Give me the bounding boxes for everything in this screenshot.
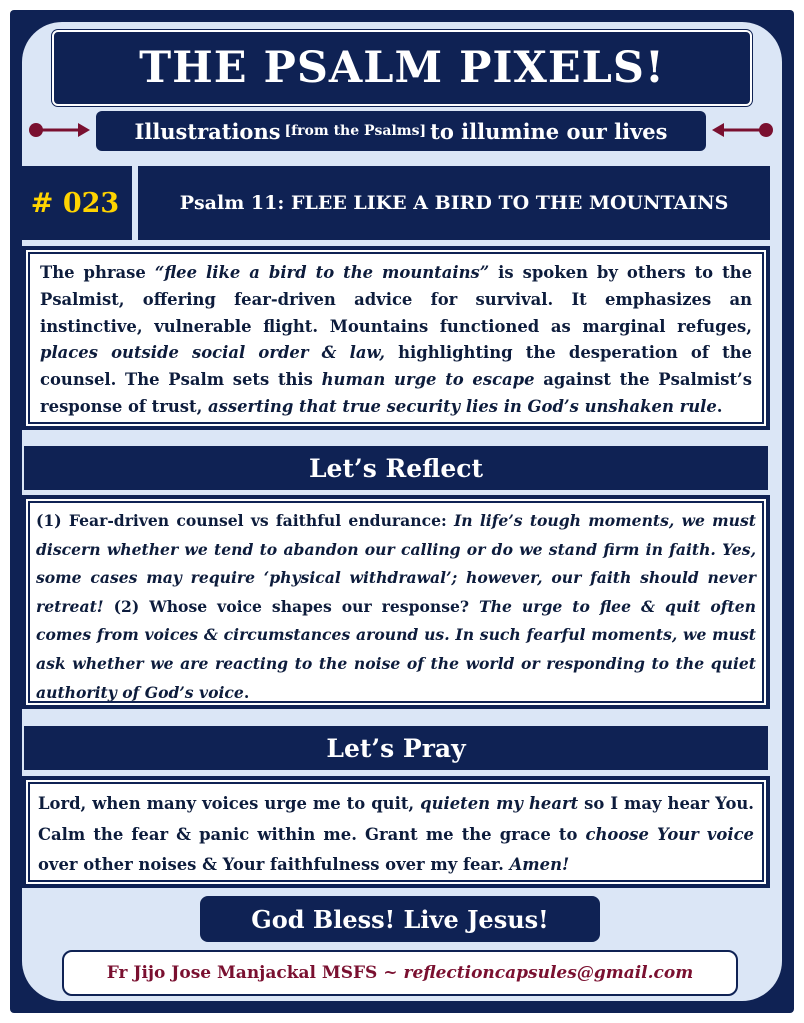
subtitle-post: to illumine our lives: [430, 118, 668, 144]
intro-text: highlighting the desperation of the counsel. The Psalm sets this: [40, 343, 752, 390]
intro-text: The phrase: [40, 263, 155, 282]
prayer-emphasis: choose Your voice: [585, 824, 754, 844]
reflect-emphasis: In life’s tough moments, we must discern whether we tend to abandon our calling or do we stand firm in faith. Yes, some cases may require ‘physical withdrawal’; however, our faith should never retreat!: [36, 511, 756, 616]
email-address[interactable]: reflectioncapsules@gmail.com: [403, 963, 694, 983]
prayer-text: over other noises & Your faithfulness over my fear.: [38, 855, 510, 874]
subtitle: [96, 111, 706, 151]
subtitle-small: [from the Psalms]: [284, 123, 427, 139]
prayer-text: so I may hear You. Calm the fear & panic within me. Grant me the grace to: [38, 794, 755, 844]
pray-heading: Let’s Pray: [24, 726, 768, 770]
reflect-paragraph: [22, 495, 770, 709]
intro-emphasis: human urge to escape: [321, 370, 535, 390]
arrow-left-icon: [712, 120, 774, 140]
subtitle-pre: Illustrations: [134, 118, 281, 144]
arrow-right-icon: [28, 120, 90, 140]
closing-blessing: God Bless! Live Jesus!: [200, 896, 600, 942]
author-name: Fr Jijo Jose Manjackal MSFS ~: [106, 963, 398, 983]
intro-text: is spoken by others to the Psalmist, offering fear-driven advice for survival. It emphasizes an instinctive, vulnerable flight. Mountains functioned as marginal refuges,: [40, 263, 753, 336]
reflect-text: (2) Whose voice shapes our response?: [103, 596, 480, 616]
prayer-paragraph: [22, 776, 770, 888]
footer-credit: [62, 950, 738, 996]
page-title: THE PSALM PIXELS!: [52, 30, 752, 106]
reflect-text: (1) Fear-driven counsel vs faithful endurance:: [36, 511, 454, 530]
reflect-emphasis: The urge to flee & quit often comes from voices & circumstances around us. In such fearful moments, we must ask whether we are reacting to the noise of the world or responding to the quiet authority of God’s voice: [36, 596, 756, 702]
intro-emphasis: asserting that true security lies in God’s unshaken rule: [208, 396, 717, 416]
reflect-text: .: [243, 682, 250, 702]
intro-quote: “flee like a bird to the mountains”: [154, 263, 490, 282]
prayer-text: Lord, when many voices urge me to quit,: [38, 794, 421, 813]
intro-paragraph: [22, 246, 770, 430]
intro-text: against the Psalmist’s response of trust,: [40, 370, 752, 416]
reflect-heading: Let’s Reflect: [24, 446, 768, 490]
prayer-emphasis: quieten my heart: [420, 794, 579, 813]
prayer-amen: Amen!: [509, 855, 570, 874]
entry-heading: Psalm 11: FLEE LIKE A BIRD TO THE MOUNTAINS: [138, 166, 770, 240]
intro-text: .: [716, 396, 723, 416]
entry-number: # 023: [18, 166, 132, 240]
intro-emphasis: places outside social order & law,: [40, 343, 385, 363]
